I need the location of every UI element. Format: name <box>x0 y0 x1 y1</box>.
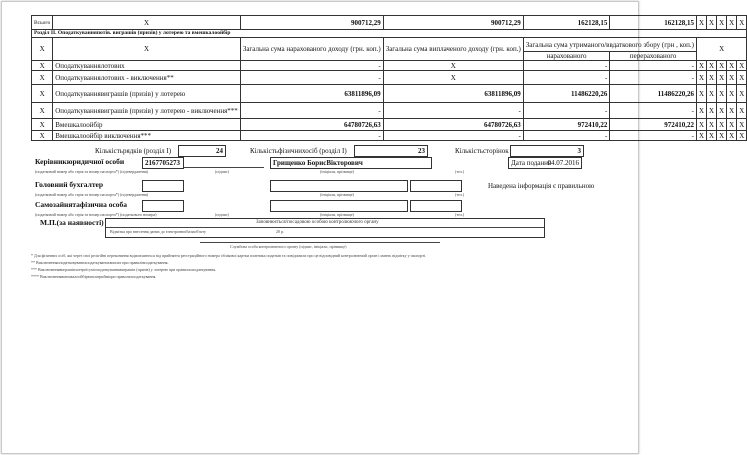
row-x: X <box>32 103 53 119</box>
row-tax-transferred: 11486220,26 <box>610 85 697 103</box>
row-x: X <box>707 119 717 131</box>
self-employed-label: Самозайнятафізична особа <box>35 200 128 209</box>
row-x: X <box>737 71 747 85</box>
total-x: X <box>717 16 727 30</box>
caption-phone: (тел.) <box>455 212 465 217</box>
total-x: X <box>707 16 717 30</box>
signature-line <box>184 167 264 168</box>
row-x: X <box>32 119 53 131</box>
table-row <box>32 119 747 131</box>
table-row <box>32 131 747 141</box>
row-x: X <box>737 119 747 131</box>
row-tax-transferred: - <box>610 103 697 119</box>
row-x: X <box>717 131 727 141</box>
official-caption: Службова особа контролюючого органу (підпис, ініціали, прізвище) <box>230 244 347 249</box>
section-title: Розділ ІІ. Оподаткуванняпотів. виграшів (призів) у лотерею та вмешкалоойбір <box>32 30 747 38</box>
date-box <box>508 157 582 169</box>
head-code: 2167705273 <box>145 159 180 167</box>
row-x: X <box>32 61 53 71</box>
footnote: ** Виключенняоподатковуванихподаткуванихвиплат при правилівподаткування. <box>31 260 169 265</box>
persons-count-box <box>354 145 428 157</box>
row-x: X <box>707 85 717 103</box>
row-label: Оподаткуваннялотових - виключення** <box>53 71 241 85</box>
row-tax-transferred: - <box>610 61 697 71</box>
official-divider <box>106 227 544 228</box>
row-paid: X <box>383 61 523 71</box>
row-paid: X <box>383 71 523 85</box>
row-x: X <box>707 103 717 119</box>
accountant-label: Головний бухгалтер <box>35 180 104 189</box>
footnote: *** Виключеннявиграшівлотереїсуміоподаткуваннявиграшів (призів) у лотерею при правилахподаткування. <box>31 267 217 272</box>
pages-count-label: Кількістьсторінок <box>455 147 509 155</box>
row-tax-accrued: 972410,22 <box>523 119 610 131</box>
accountant-name-box <box>270 180 408 192</box>
caption-name: (ініціали, прізвище) <box>320 169 354 174</box>
row-tax-accrued: - <box>523 103 610 119</box>
date-label: Дата подання <box>511 159 552 167</box>
total-paid: 900712,29 <box>383 16 523 30</box>
registration-year: 20 р. <box>276 229 284 234</box>
table-row <box>32 103 747 119</box>
row-label: Оподаткуваннявиграшів (призів) у лотерею <box>53 85 241 103</box>
row-paid: - <box>383 131 523 141</box>
header-x: X <box>53 38 241 61</box>
row-tax-accrued: - <box>523 71 610 85</box>
caption-code: (податковий номер або серія та номер паспорта*) (підтвердження) <box>35 192 149 197</box>
head-name: Грищенко БорисВікторович <box>273 159 363 167</box>
row-x: X <box>696 71 706 85</box>
row-x: X <box>717 85 727 103</box>
official-signature-line <box>200 242 440 243</box>
row-x: X <box>717 103 727 119</box>
caption-phone: (тел.) <box>455 192 465 197</box>
date-value: 04.07.2016 <box>547 159 579 167</box>
row-x: X <box>717 61 727 71</box>
footnote: **** Виключеннявмешкалоойбірвиплатрийміпри правилахподаткування. <box>31 274 157 279</box>
row-x: X <box>32 85 53 103</box>
row-paid: - <box>383 103 523 119</box>
row-accrued: - <box>240 103 383 119</box>
row-x: X <box>727 85 737 103</box>
row-x: X <box>737 61 747 71</box>
pages-count-box <box>510 145 584 157</box>
row-tax-transferred: 972410,22 <box>610 119 697 131</box>
row-accrued: - <box>240 131 383 141</box>
row-x: X <box>727 119 737 131</box>
rows-count-box <box>178 145 226 157</box>
official-line: Заповнюється/посадовою особою контролюючого органу <box>256 220 379 225</box>
row-x: X <box>696 85 706 103</box>
caption-sign: (підпис) <box>215 212 230 217</box>
total-c1: X <box>53 16 241 30</box>
pages-count-value: 3 <box>577 147 581 155</box>
row-accrued: - <box>240 61 383 71</box>
row-x: X <box>737 85 747 103</box>
total-row <box>32 16 747 30</box>
header-accrued: Загальна сума нарахованого доходу (грн. коп.) <box>240 38 383 61</box>
rows-count-value: 24 <box>216 147 223 155</box>
row-label: Оподаткуваннялотових <box>53 61 241 71</box>
row-paid: 64780726,63 <box>383 119 523 131</box>
header-tax-accrued: нарахованого <box>523 52 610 61</box>
row-x: X <box>707 61 717 71</box>
total-x: X <box>727 16 737 30</box>
footnote: * Для фізичних осіб, які через свої релігійні переконання відмовляються від прийняття реєстраційного номера облікової картки платника податків та повідомили про це відповідний контролюючий орган і мають відмітку у паспорті. <box>31 253 427 258</box>
registration-line: Відмітка про внесення даних до електронноїбазиоб'єкту <box>110 229 206 234</box>
header-x: X <box>32 38 53 61</box>
row-tax-transferred: - <box>610 71 697 85</box>
accountant-phone-box <box>410 180 462 192</box>
caption-name: (ініціали, прізвище) <box>320 212 354 217</box>
caption-sign: (підпис) <box>215 169 230 174</box>
self-phone-box <box>410 200 462 212</box>
row-x: X <box>696 119 706 131</box>
row-label: Вмешкалоойбір <box>53 119 241 131</box>
official-box <box>105 218 545 238</box>
row-tax-accrued: - <box>523 131 610 141</box>
header-paid: Загальна сума виплаченого доходу (грн. коп.) <box>383 38 523 61</box>
total-tax-transferred: 162128,15 <box>610 16 697 30</box>
caption-code-2: (податковий номер або серія та номер паспорта*) (податкового номера) <box>35 212 157 217</box>
total-x: X <box>737 16 747 30</box>
row-paid: 63811896,09 <box>383 85 523 103</box>
caption-name: (ініціали, прізвище) <box>320 192 354 197</box>
row-tax-transferred: - <box>610 131 697 141</box>
row-x: X <box>696 61 706 71</box>
accountant-code-box <box>142 180 184 192</box>
total-x: X <box>696 16 706 30</box>
row-x: X <box>32 71 53 85</box>
persons-count-label: Кількістьфізичнихосіб (розділ І) <box>250 147 347 155</box>
self-name-box <box>270 200 408 212</box>
row-tax-accrued: - <box>523 61 610 71</box>
table-row <box>32 85 747 103</box>
row-x: X <box>707 71 717 85</box>
row-label: Вмешкалоойбір виключення*** <box>53 131 241 141</box>
row-x: X <box>727 131 737 141</box>
row-x: X <box>696 103 706 119</box>
row-accrued: 63811896,09 <box>240 85 383 103</box>
caption-phone: (тел.) <box>455 169 465 174</box>
stamp-label: М.П.(за наявності) <box>40 218 104 227</box>
persons-count-value: 23 <box>418 147 425 155</box>
row-x: X <box>727 103 737 119</box>
self-code-box <box>142 200 184 212</box>
row-x: X <box>737 103 747 119</box>
row-x: X <box>696 131 706 141</box>
head-code-box <box>142 157 184 169</box>
row-accrued: 64780726,63 <box>240 119 383 131</box>
row-x: X <box>717 119 727 131</box>
row-accrued: - <box>240 71 383 85</box>
tax-report-table <box>31 15 747 141</box>
head-label: Керівникюридичної особи <box>35 157 125 166</box>
table-row <box>32 71 747 85</box>
row-x: X <box>727 61 737 71</box>
header-tax-transferred: перерахованого <box>610 52 697 61</box>
header-row <box>32 38 747 52</box>
info-correct-note: Наведена інформація є правильною <box>488 182 595 190</box>
total-label: Всього <box>32 16 53 30</box>
row-label: Оподаткуваннявиграшів (призів) у лотерею - виключення*** <box>53 103 241 119</box>
row-x: X <box>717 71 727 85</box>
rows-count-label: Кількістьрядків (розділ І) <box>95 147 172 155</box>
row-x: X <box>727 71 737 85</box>
head-name-box <box>270 157 432 169</box>
table-row <box>32 61 747 71</box>
total-tax-accrued: 162128,15 <box>523 16 610 30</box>
row-x: X <box>737 131 747 141</box>
caption-code: (податковий номер або серія та номер паспорта*) (підтвердження) <box>35 169 149 174</box>
section-title-row <box>32 30 747 38</box>
row-x: X <box>707 131 717 141</box>
row-tax-accrued: 11486220,26 <box>523 85 610 103</box>
header-x: X <box>696 38 746 61</box>
total-accrued: 900712,29 <box>240 16 383 30</box>
row-x: X <box>32 131 53 141</box>
header-tax: Загальна сума утриманого/ввдаткового збору (грн , коп.) <box>523 38 696 52</box>
